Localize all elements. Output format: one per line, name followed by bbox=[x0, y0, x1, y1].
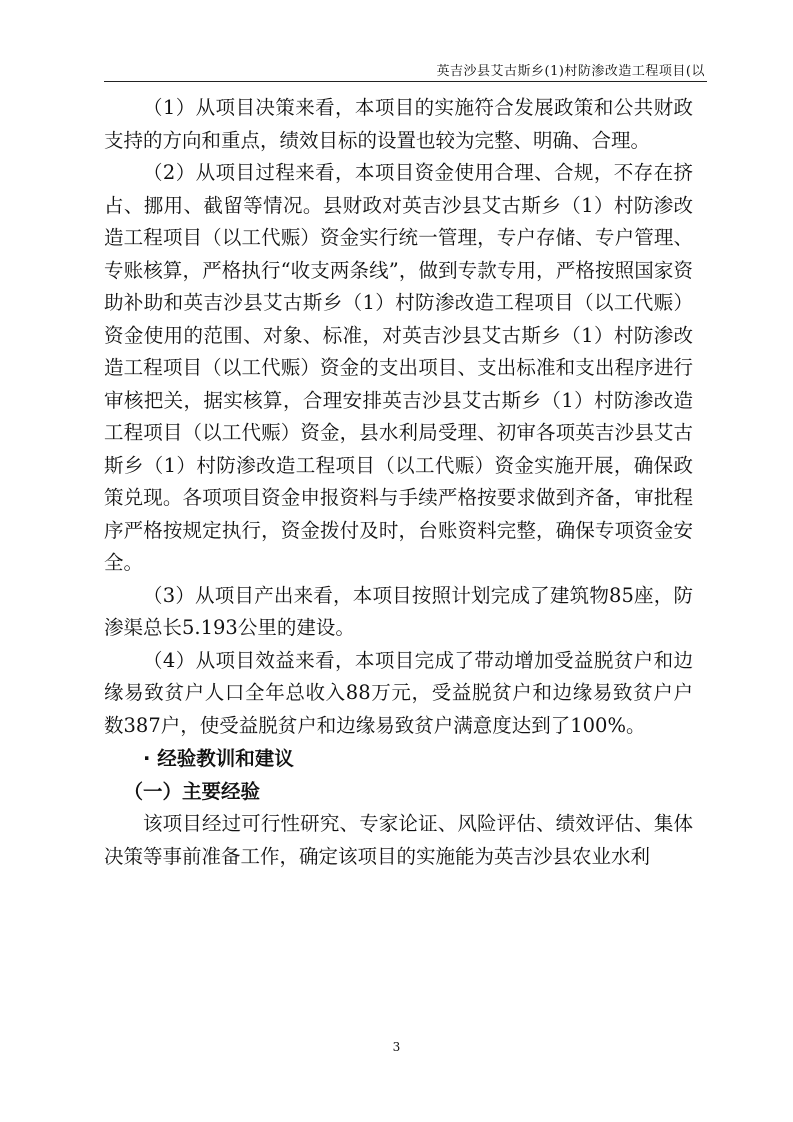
subsection-heading-main-experience: （一）主要经验 bbox=[123, 780, 261, 803]
running-header: 英吉沙县艾古斯乡(1)村防渗改造工程项目(以 bbox=[436, 64, 705, 79]
paragraph-process: （2）从项目过程来看，本项目资金使用合理、合规，不存在挤占、挪用、截留等情况。县财政对英吉沙县艾古斯乡（1）村防渗改造工程项目（以工代赈）资金实行统一管理，专户存储、专户管理、专账核算，严格执行“收支两条线”，做到专款专用，严格按照国家资助补助和英吉沙县艾古斯乡（1）村防渗改造工程项目（以工代赈）资金使用的范围、对象、标准，对英吉沙县艾古斯乡（1）村防渗改造工程项目（以工代赈）资金的支出项目、支出标准和支出程序进行审核把关，据实核算，合理安排英吉沙县艾古斯乡（1）村防渗改造工程项目（以工代赈）资金，县水利局受理、初审各项英吉沙县艾古斯乡（1）村防渗改造工程项目（以工代赈）资金实施开展，确保政策兑现。各项项目资金申报资料与手续严格按要求做到齐备，审批程序严格按规定执行，资金拨付及时，台账资料完整，确保专项资金安全。 bbox=[104, 161, 693, 574]
paragraph-experience: 该项目经过可行性研究、专家论证、风险评估、绩效评估、集体决策等事前准备工作，确定该项目的实施能为英吉沙县农业水利 bbox=[104, 812, 693, 868]
header-divider bbox=[104, 81, 707, 82]
paragraph-output: （3）从项目产出来看，本项目按照计划完成了建筑物85座，防渗渠总长5.193公里的建设。 bbox=[104, 583, 693, 639]
document-body bbox=[104, 92, 693, 873]
paragraph-benefit: （4）从项目效益来看，本项目完成了带动增加受益脱贫户和边缘易致贫户人口全年总收入88万元，受益脱贫户和边缘易致贫户户数387户，使受益脱贫户和边缘易致贫户满意度达到了100%。 bbox=[104, 648, 693, 737]
section-heading-lessons: · 经验教训和建议 bbox=[143, 747, 294, 770]
paragraph-decision: （1）从项目决策来看，本项目的实施符合发展政策和公共财政支持的方向和重点，绩效目标的设置也较为完整、明确、合理。 bbox=[104, 96, 693, 152]
page-number: 3 bbox=[392, 1040, 401, 1054]
